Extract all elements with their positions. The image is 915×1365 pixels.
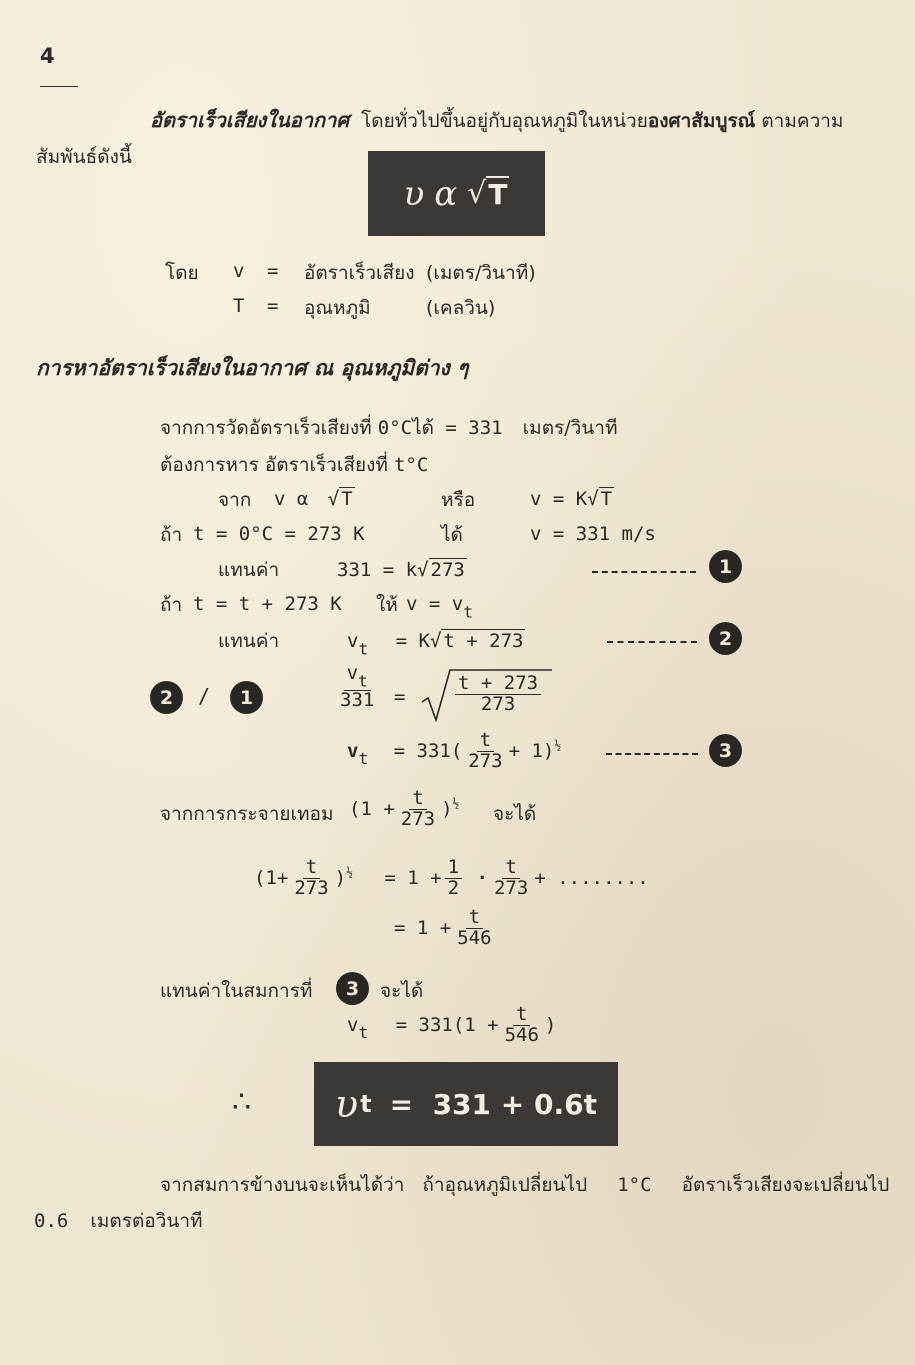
derivation-line-2 (160, 450, 428, 480)
definition-by: โดย (165, 262, 199, 284)
alt-root: T (600, 488, 613, 510)
sub1-lhs: 331 = k (337, 559, 418, 581)
series-line-1 (254, 858, 649, 899)
sub2-v: v (347, 630, 359, 652)
conclusion-d: อัตราเร็วเสียงจะเปลี่ยนไป (681, 1174, 890, 1196)
conclusion-a: จากสมการข้างบนจะเห็นได้ว่า (160, 1174, 405, 1196)
final-fraction (502, 1005, 542, 1046)
ratio-num-v: v (346, 662, 359, 684)
series-t-fraction (491, 858, 531, 899)
intro-end: ตามความ (761, 110, 844, 132)
ratio-left (334, 664, 380, 711)
alt-radical: √ (587, 488, 599, 510)
if2-expr: t = t + 273 K (193, 593, 342, 615)
intro-line-2: สัมพันธ์ดังนี้ (36, 146, 132, 168)
l1-text: จากการวัดอัตราเร็วเสียงที่ (160, 417, 372, 439)
l1-temp: 0°C (377, 417, 413, 439)
l1-value: ได้ = 331 (412, 417, 503, 439)
intro-title: อัตราเร็วเสียงในอากาศ (150, 108, 350, 132)
ratio-slash: / (198, 684, 211, 708)
ratio-badge-1: 1 (230, 681, 263, 714)
header-rule (40, 86, 78, 87)
definition-v-symbol: v (233, 260, 245, 282)
prop-radical: √ (327, 488, 340, 510)
section-heading: การหาอัตราเร็วเสียงในอากาศ ณ อุณหภูมิต่าง ๆ (36, 356, 469, 380)
l2-a: ต้องการหาร (160, 454, 259, 476)
series-dot: · (476, 866, 488, 889)
ratio-num-sub: t (358, 671, 368, 691)
expand-text: จากการกระจายเทอม (160, 803, 334, 825)
get-label: ได้ (441, 524, 463, 546)
expand-fraction (398, 789, 438, 830)
if1-expr: t = 0°C = 273 K (193, 523, 365, 545)
eq3-sub: t (358, 749, 369, 769)
definition-v-text: อัตราเร็วเสียง (304, 262, 415, 284)
sub2-sub: t (358, 639, 369, 659)
derivation-line-1 (160, 413, 618, 443)
ratio-root-fraction (452, 674, 544, 715)
series-tail: + ........ (534, 866, 649, 889)
expand-den: 273 (400, 807, 436, 830)
sub1-label: แทนค่า (218, 559, 280, 581)
or-label: หรือ (441, 489, 476, 511)
equation-number-2-badge: 2 (709, 622, 742, 655)
formula-box-proportional (368, 151, 545, 236)
eq3-a: = 331( (393, 739, 463, 762)
equation-number-1-badge: 1 (709, 550, 742, 583)
definition-T-unit: (เคลวิน) (426, 297, 496, 319)
conclusion-b: ถ้าอุณหภูมิเปลี่ยนไป (422, 1174, 588, 1196)
sub1-expr (337, 558, 467, 581)
conclusion-temp: 1°C (617, 1174, 652, 1196)
formula-box-result (314, 1062, 618, 1146)
give-expr (406, 593, 473, 621)
definition-T-eq: = (267, 295, 279, 317)
dashes-eq-3 (606, 753, 698, 755)
final-close: ) (544, 1013, 557, 1036)
ratio-den: 331 (340, 689, 375, 712)
dashes-eq-2 (607, 641, 697, 643)
T-symbol: T (488, 178, 508, 211)
expand-result: จะได้ (493, 803, 537, 825)
final-equation (347, 1005, 556, 1046)
give-label: ให้ (376, 594, 398, 616)
ratio-root-den: 273 (480, 692, 516, 715)
sub2-radical: √ (429, 630, 442, 652)
definition-v-unit: (เมตร/วินาที) (426, 262, 536, 284)
give-sub: t (463, 602, 473, 622)
sub2-root: t + 273 (443, 630, 524, 652)
alt-lhs: v = K (530, 488, 588, 510)
intro-bold: องศาสัมบูรณ์ (647, 110, 756, 132)
conclusion-value: 0.6 (34, 1210, 69, 1232)
l2-b: อัตราเร็วเสียงที่ (264, 454, 388, 476)
definition-T-symbol: T (233, 295, 245, 317)
expand-paren: (1 + (349, 797, 395, 820)
expand-exponent: ½ (452, 795, 460, 810)
sub1-radical: √ (417, 559, 429, 581)
equation-3 (347, 731, 561, 772)
final-num: t (513, 1005, 530, 1026)
ratio-eq: = (394, 686, 406, 708)
series2-eq: = 1 + (394, 916, 452, 939)
sub2-expr (347, 629, 525, 658)
from-label: จาก (218, 489, 252, 511)
final-sub: t (358, 1023, 369, 1043)
series-half-num: 1 (445, 858, 462, 879)
series-close: ) (334, 866, 347, 889)
ratio-root-num: t + 273 (455, 674, 541, 695)
series-open: (1+ (254, 866, 289, 889)
series-half (445, 858, 462, 899)
get-expr: v = 331 m/s (530, 523, 656, 545)
intro-line-1 (150, 104, 843, 136)
intro-mid: โดยทั่วไปขึ้นอยู่กับอุณหภูมิในหน่วย (361, 110, 648, 132)
final-den: 546 (504, 1023, 539, 1046)
alt-expr (530, 487, 614, 510)
result-sub: t (360, 1090, 372, 1118)
prop-lhs: v α (274, 488, 309, 510)
series-line-2 (394, 908, 498, 949)
eq3-exponent: ½ (554, 737, 562, 752)
conclusion-unit: เมตรต่อวินาที (90, 1210, 203, 1232)
eq3-fraction (465, 731, 505, 772)
final-eq: = 331(1 + (395, 1013, 499, 1036)
eq3-den: 273 (468, 749, 503, 772)
result-lhs: υ (335, 1082, 359, 1126)
equation-number-3-badge: 3 (709, 734, 742, 767)
if1-label: ถ้า (160, 524, 183, 546)
series-den: 273 (294, 876, 329, 899)
eq3-num: t (477, 731, 494, 752)
eq3-b: + 1) (508, 739, 555, 762)
eq3-v: v (347, 739, 359, 762)
dashes-eq-1 (592, 571, 696, 573)
subst-text: แทนค่าในสมการที่ (160, 980, 313, 1002)
if2-label: ถ้า (160, 594, 183, 616)
definition-T-text: อุณหภูมิ (304, 297, 371, 319)
expand-num: t (409, 789, 426, 810)
l2-temp: t°C (393, 454, 429, 476)
series-exponent: ½ (346, 864, 353, 879)
series2-num: t (466, 908, 483, 929)
conclusion-line-2 (34, 1206, 203, 1236)
page-number: 4 (40, 44, 55, 68)
subst-result: จะได้ (380, 980, 424, 1002)
proportional-expr (274, 487, 355, 510)
series-half-den: 2 (447, 876, 460, 899)
series-t-den: 273 (493, 876, 529, 899)
l1-unit: เมตร/วินาที (522, 417, 618, 439)
velocity-symbol: υ (403, 173, 425, 214)
expand-close: ) (441, 797, 453, 820)
conclusion-line-1 (160, 1170, 889, 1200)
subst-badge-3: 3 (336, 972, 369, 1005)
therefore-symbol: ∴ (232, 1085, 252, 1120)
final-v: v (347, 1013, 359, 1036)
series2-fraction (454, 908, 494, 949)
ratio-fraction (337, 664, 377, 711)
definition-v-eq: = (267, 260, 279, 282)
ratio-num (344, 664, 371, 691)
series-eq: = 1 + (384, 866, 442, 889)
sub1-root: 273 (430, 559, 465, 581)
expand-expr (349, 789, 459, 830)
give-lhs: v = v (406, 593, 464, 615)
alpha-symbol: α (434, 173, 458, 214)
series-num: t (303, 858, 320, 879)
result-rhs: = 331 + 0.6t (389, 1087, 597, 1121)
sub2-eq: = K (395, 630, 430, 652)
sub2-label: แทนค่า (218, 630, 280, 652)
radical-sign: √ (467, 176, 487, 211)
series2-den: 546 (457, 926, 492, 949)
prop-root: T (341, 488, 353, 510)
series-t-num: t (502, 858, 519, 879)
series-fraction (291, 858, 331, 899)
ratio-badge-2: 2 (150, 681, 183, 714)
